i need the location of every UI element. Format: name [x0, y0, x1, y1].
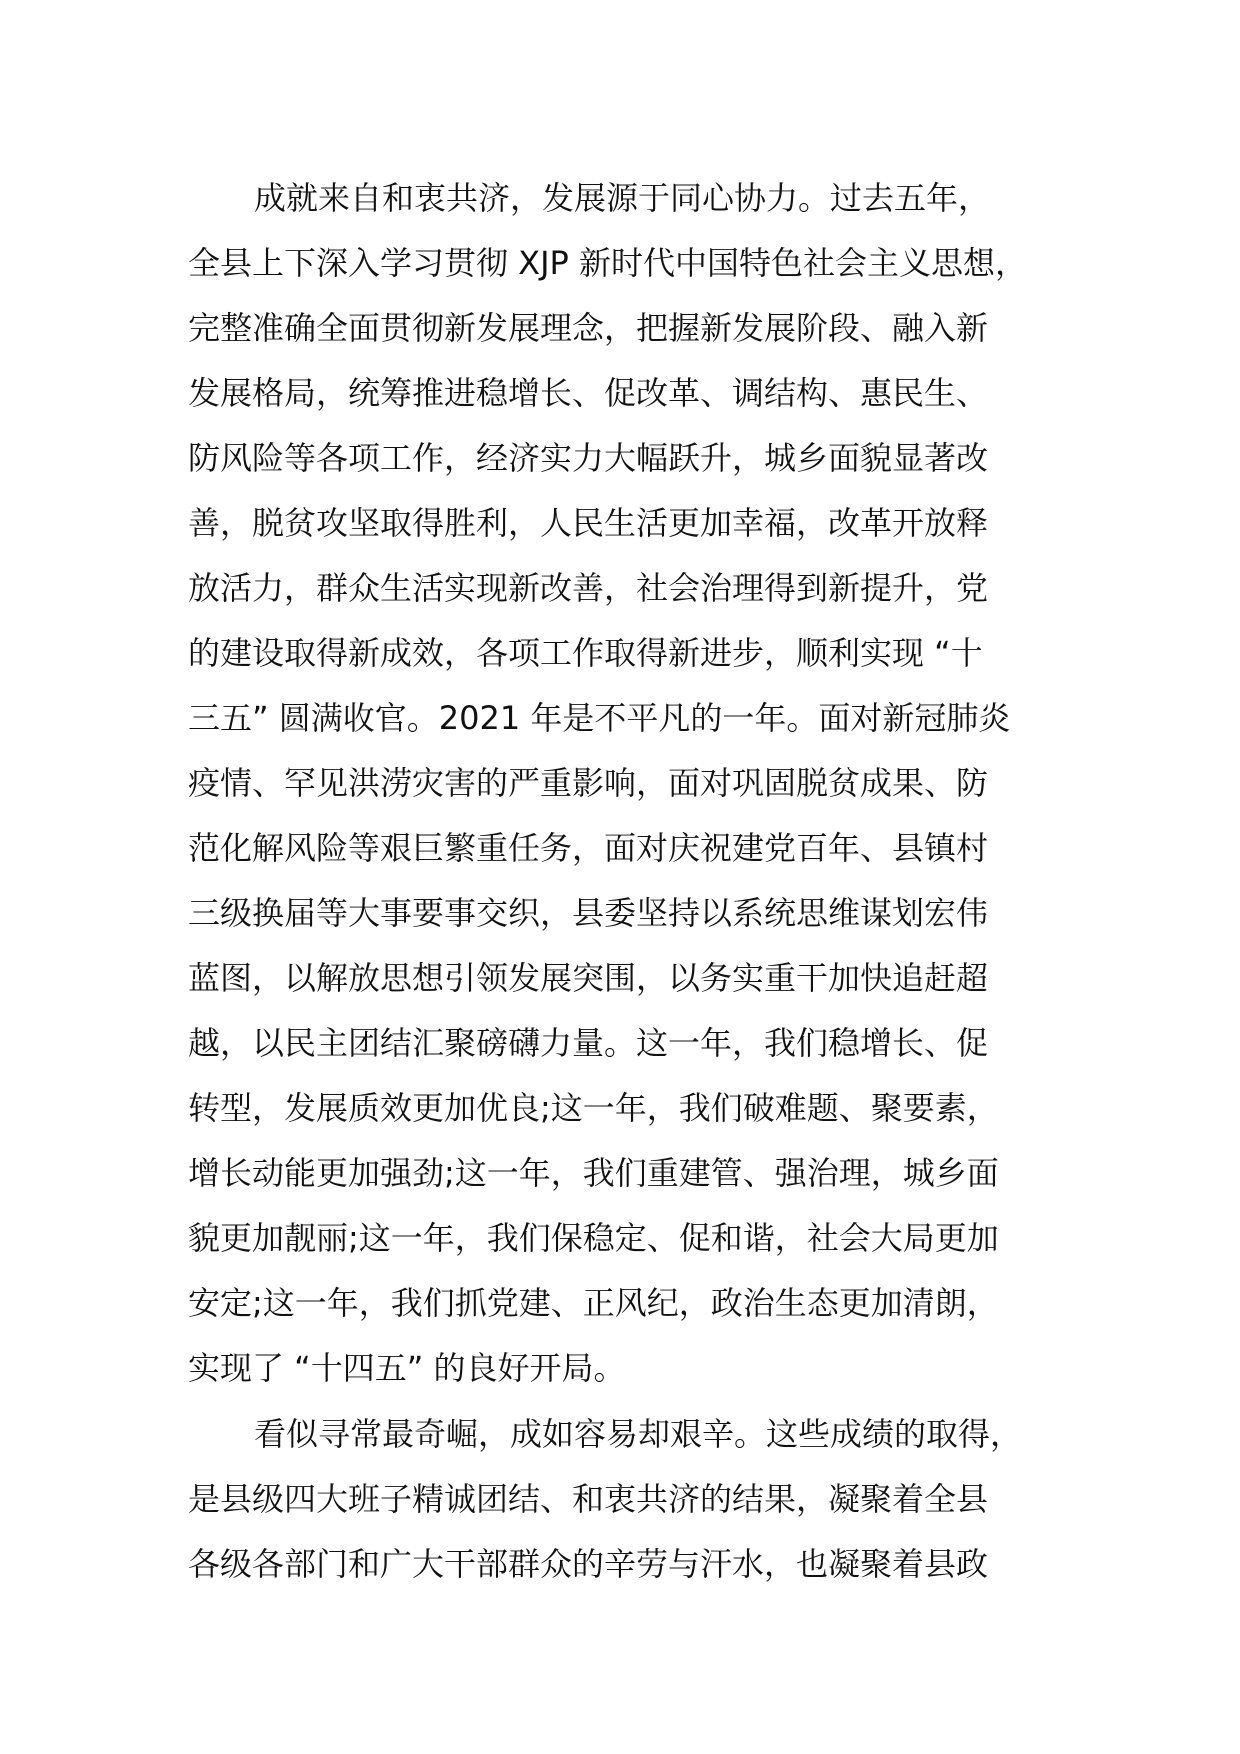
paragraph-1-line: 三五” 圆满收官。2021 年是不平凡的一年。面对新冠肺炎 — [188, 699, 1011, 737]
paragraph-1-line: 转型，发展质效更加优良;这一年，我们破难题、聚要素， — [188, 1089, 999, 1127]
paragraph-1-line: 蓝图，以解放思想引领发展突围，以务实重干加快追赶超 — [188, 959, 989, 997]
paragraph-1-line: 发展格局，统筹推进稳增长、促改革、调结构、惠民生、 — [188, 374, 989, 412]
paragraph-2-line: 看似寻常最奇崛，成如容易却艰辛。这些成绩的取得， — [254, 1415, 1023, 1453]
paragraph-2-line: 是县级四大班子精诚团结、和衷共济的结果，凝聚着全县 — [188, 1480, 989, 1518]
paragraph-1-line: 放活力，群众生活实现新改善，社会治理得到新提升，党 — [188, 569, 989, 607]
body-text — [188, 166, 1088, 1597]
paragraph-1-line: 范化解风险等艰巨繁重任务，面对庆祝建党百年、县镇村 — [188, 829, 989, 867]
paragraph-1-line: 疫情、罕见洪涝灾害的严重影响，面对巩固脱贫成果、防 — [188, 764, 989, 802]
paragraph-1-line: 安定;这一年，我们抓党建、正风纪，政治生态更加清朗， — [188, 1284, 999, 1322]
paragraph-1-line: 完整准确全面贯彻新发展理念，把握新发展阶段、融入新 — [188, 309, 989, 347]
paragraph-1-line: 越，以民主团结汇聚磅礴力量。这一年，我们稳增长、促 — [188, 1024, 989, 1062]
paragraph-1-line: 成就来自和衷共济，发展源于同心协力。过去五年， — [254, 179, 991, 217]
paragraph-2-line: 各级各部门和广大干部群众的辛劳与汗水，也凝聚着县政 — [188, 1545, 989, 1583]
paragraph-1-line: 实现了 “十四五” 的良好开局。 — [188, 1349, 626, 1387]
paragraph-1-line: 全县上下深入学习贯彻 XJP 新时代中国特色社会主义思想， — [188, 244, 1028, 282]
paragraph-1-line: 的建设取得新成效，各项工作取得新进步，顺利实现 “十 — [188, 634, 983, 672]
paragraph-1-line: 增长动能更加强劲;这一年，我们重建管、强治理，城乡面 — [188, 1154, 999, 1192]
paragraph-1-line: 防风险等各项工作，经济实力大幅跃升，城乡面貌显著改 — [188, 439, 989, 477]
paragraph-1-line: 貌更加靓丽;这一年，我们保稳定、促和谐，社会大局更加 — [188, 1219, 999, 1257]
paragraph-1-line: 三级换届等大事要事交织，县委坚持以系统思维谋划宏伟 — [188, 894, 989, 932]
paragraph-1-line: 善，脱贫攻坚取得胜利，人民生活更加幸福，改革开放释 — [188, 504, 989, 542]
